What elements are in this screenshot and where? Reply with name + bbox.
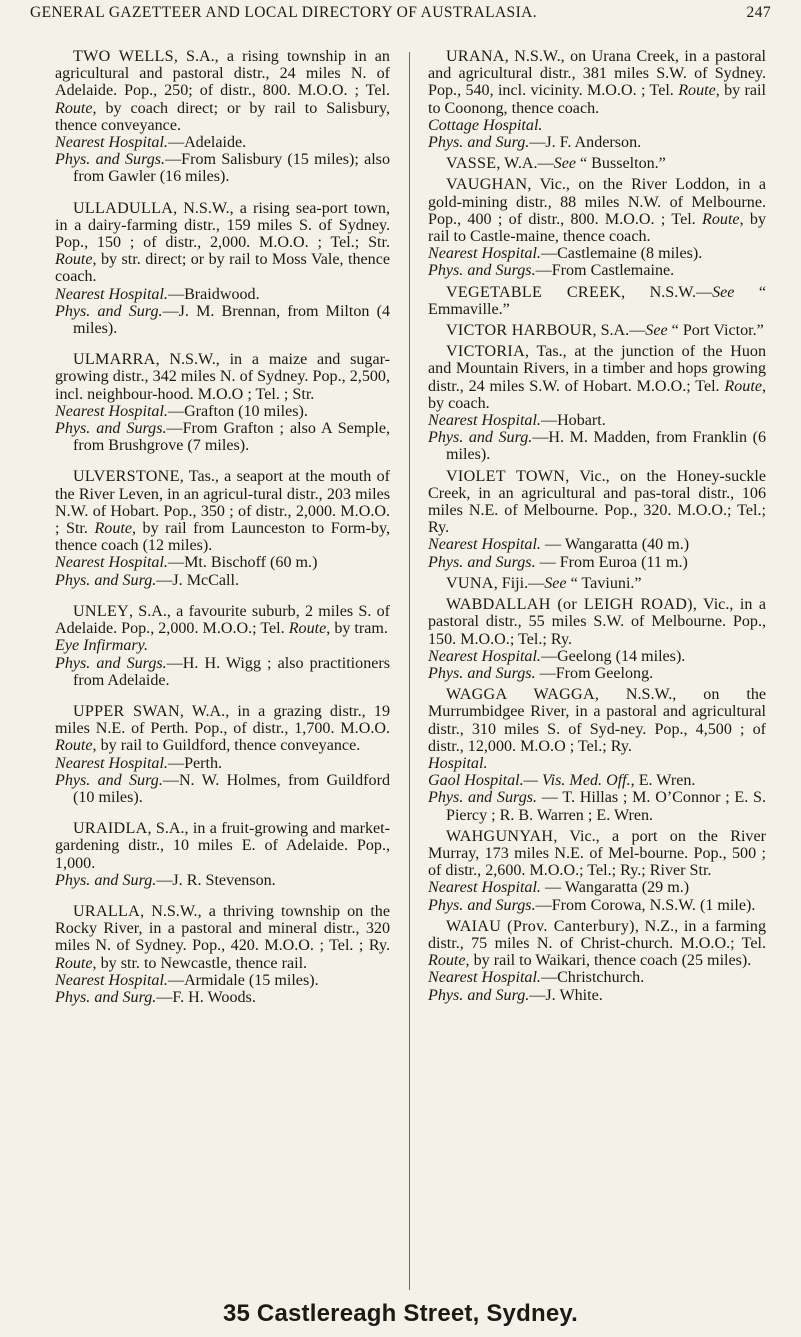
entry-description: , N.S.W., on the Murrumbidgee River, in a pastoral and agricultural distr., 310 miles S. of Syd-ney. Pop., 4,500 ; of distr., 12,000. M.O.O ; Tel.; Ry. [428,686,767,755]
detail-text: — Wangaratta (29 m.) [540,879,690,897]
entry-heading: VIOLET TOWN [446,467,566,485]
entry-description: , W.A., in a grazing distr., 19 miles N.E. of Perth. Pop., of distr., 1,700. M.O.O. [55,702,390,738]
detail-label: Hospital. [428,754,488,772]
detail-label: Phys. and Surg. [55,571,157,589]
entry-detail-line [55,989,390,1006]
entry-description: , Tas., at the junction of the Huon and Mountain Rivers, in a timber and hops growing distr., 24 miles S.W. of Hobart. M.O.O.; Tel. [428,343,766,395]
detail-label: Nearest Hospital. [55,402,168,420]
entry-description: , S.A., in a fruit-growing and market-gardening distr., 10 miles E. of Adelaide. Pop., 1,000. [55,820,390,872]
entry-route-label: Route [724,377,762,395]
entry-route-label: See [712,283,735,301]
entry-description: , Vic., on the River Loddon, in a gold-mining distr., 88 miles N.W. of Melbourne. Pop., 400 ; of distr., 800. M.O.O. ; Tel. [428,176,766,228]
entry-heading: VAUGHAN [446,176,528,194]
entry-route-label: Route [288,620,327,638]
detail-text: — Wangaratta (40 m.) [540,536,690,554]
entry-detail-line [428,262,766,279]
detail-text: —Braidwood. [167,285,260,303]
entry-detail-line [428,117,766,134]
gazetteer-entry [55,468,390,588]
entry-route: , by str. to Newcastle, thence rail. [92,954,308,972]
entry-heading: VASSE [446,155,497,173]
column-rule [409,52,410,1290]
entry-body [428,343,766,412]
entry-detail-line [55,151,390,185]
entry-body [428,48,766,117]
detail-label: Eye Infirmary. [55,637,148,655]
detail-text: —J. McCall. [156,571,240,589]
entry-heading: WAHGUNYAH [446,827,554,845]
entry-route: , by coach direct; or by rail to Salisbury, thence conveyance. [55,99,390,134]
detail-text: , E. Wren. [630,772,696,790]
detail-label: Nearest Hospital. [55,971,168,989]
entry-body [55,48,390,134]
gazetteer-entry [428,155,766,172]
entry-route-label: See [544,574,567,592]
left-column [55,48,390,1020]
gazetteer-entry [428,48,766,151]
detail-label: Phys. and Surg. [55,302,163,320]
entry-heading: ULLADULLA [73,199,174,217]
entry-heading: WAGGA WAGGA [446,686,595,704]
entry-detail-line [55,637,390,654]
footer-address: 35 Castlereagh Street, Sydney. [222,1300,579,1327]
detail-text: — T. Hillas ; M. O’Connor ; E. S. Piercy ; R. B. Warren ; E. Wren. [446,789,766,824]
detail-label: Nearest Hospital. [428,245,541,263]
entry-route-label: See [645,322,668,340]
entry-route: “ Busselton.” [575,155,666,173]
entry-description: , N.S.W., a rising sea-port town, in a dairy-farming distr., 159 miles S. of Sydney. Pop., 150 ; of distr., 2,000. M.O.O. ; Tel.; Str. [55,199,390,252]
detail-label: Gaol Hospital.— Vis. Med. Off. [428,772,631,790]
entry-body [428,828,766,880]
entry-body [428,468,766,537]
entry-route: , by coach. [428,377,766,412]
entry-body [55,703,390,755]
gazetteer-entry [55,703,390,806]
entry-detail-line [55,403,390,420]
gazetteer-entry [428,918,766,1004]
entry-heading: URAIDLA [73,820,148,838]
entry-detail-line [55,303,390,337]
entry-detail-line [55,420,390,454]
header-title: GENERAL GAZETTEER AND LOCAL DIRECTORY OF AUSTRALASIA. [30,4,538,21]
detail-text: —Armidale (15 miles). [167,971,319,989]
detail-label: Phys. and Surg. [428,986,530,1004]
right-column [428,48,766,1008]
detail-label: Nearest Hospital. [428,969,541,987]
entry-body [55,468,390,554]
entry-route-label: Route [55,737,93,755]
entry-body [55,351,390,403]
detail-label: Phys. and Surgs. [428,664,536,682]
entry-heading: VICTOR HARBOUR [446,322,593,340]
entry-description: , Vic., on the Honey-suckle Creek, in an agricultural and pas-toral distr., 106 miles N.E. of Melbourne. Pop., 320. M.O.O.; Tel.; Ry. [428,467,767,537]
entry-description: , Vic., a port on the River Murray, 173 miles N.E. of Mel-bourne. Pop., 500 ; of distr., 2,600. M.O.O.; Tel.; Ry.; River Str. [428,827,766,880]
entry-heading: WAIAU (Prov. Canterbury) [446,917,635,935]
entry-description: , Fiji.— [493,574,545,592]
entry-detail-line [55,134,390,151]
detail-label: Nearest Hospital. [428,536,541,554]
entry-body [428,575,766,592]
entry-heading: VEGETABLE CREEK [446,283,622,301]
entry-heading: VICTORIA [446,343,525,361]
detail-text: —N. W. Holmes, from Guildford (10 miles). [73,771,390,806]
entry-description: , S.A., a rising township in an agricultural and pastoral distr., 24 miles N. of Adelaide. Pop., 250; of distr., 800. M.O.O. ; Tel. [55,48,390,100]
detail-text: —Geelong (14 miles). [540,647,686,665]
entry-description: , N.S.W.— [621,283,713,301]
entry-route: , by rail to Guildford, thence conveyance. [92,737,361,755]
entry-detail-line [428,897,766,914]
entry-heading: WABDALLAH (or LEIGH ROAD) [446,596,693,614]
page-number: 247 [746,4,771,21]
entry-body [428,155,766,172]
entry-heading: ULVERSTONE [73,468,180,486]
detail-label: Phys. and Surg. [428,134,530,152]
entry-body [55,200,390,286]
entry-description: , N.Z., in a farming distr., 75 miles N. of Christ-church. M.O.O.; Tel. [428,917,766,952]
entry-detail-line [428,772,766,789]
entry-detail-line [428,648,766,665]
detail-text: —H. H. Wigg ; also practitioners from Adelaide. [73,654,391,689]
detail-text: —H. M. Madden, from Franklin (6 miles). [446,429,766,464]
entry-body [55,820,390,872]
entry-route-label: Route [428,952,466,970]
entry-detail-line [428,536,766,553]
detail-label: Nearest Hospital. [428,647,541,665]
detail-text: —J. F. Anderson. [529,134,642,152]
entry-heading: UPPER SWAN [73,702,180,720]
entry-detail-line [428,245,766,262]
entry-heading: VUNA [446,574,494,592]
entry-detail-line [428,969,766,986]
entry-detail-line [55,755,390,772]
entry-heading: UNLEY [73,602,130,620]
detail-label: Phys. and Surgs. [55,420,167,438]
entry-description: , Vic., in a pastoral distr., 55 miles S.W. of Melbourne. Pop., 150. M.O.O.; Tel.; Ry. [428,596,766,648]
gazetteer-entry [428,176,766,279]
gazetteer-entry [428,322,766,339]
detail-text: —Castlemaine (8 miles). [540,245,703,263]
gazetteer-entry [55,820,390,889]
entry-body [428,284,766,318]
entry-detail-line [55,972,390,989]
entry-route: , by rail to Waikari, thence coach (25 miles). [465,952,752,970]
entry-description: , W.A.— [496,155,554,173]
detail-text: —Christchurch. [540,969,645,987]
detail-label: Nearest Hospital. [55,554,168,572]
entry-detail-line [428,987,766,1004]
detail-label: Phys. and Surgs. [428,553,536,571]
entry-route-label: See [553,155,576,173]
entry-detail-line [428,789,766,823]
entry-route: “ Emmaville.” [428,283,766,318]
entry-route-label: Route [55,99,93,117]
detail-label: Phys. and Surg. [55,871,157,889]
entry-body [428,596,766,648]
detail-label: Phys. and Surgs. [55,654,167,672]
entry-heading: TWO WELLS [73,48,174,65]
entry-detail-line [55,286,390,303]
running-header [30,4,771,30]
entry-route: , by rail to Coonong, thence coach. [428,82,767,117]
detail-text: —Perth. [167,754,223,772]
detail-text: —J. White. [529,986,603,1004]
detail-text: —From Corowa, N.S.W. (1 mile). [535,896,756,914]
detail-text: —Adelaide. [167,134,247,152]
entry-body [428,686,766,755]
gazetteer-entry [55,200,390,338]
gazetteer-entry [428,343,766,463]
detail-label: Phys. and Surg. [428,429,533,447]
detail-text: —J. M. Brennan, from Milton (4 miles). [73,302,391,338]
gazetteer-entry [55,351,390,454]
detail-label: Phys. and Surgs. [55,151,166,169]
entry-heading: URANA [446,48,505,65]
gazetteer-entry [428,828,766,914]
entry-route: “ Taviuni.” [566,574,642,592]
entry-route-label: Route [94,520,132,538]
detail-text: —From Castlemaine. [535,262,675,280]
entry-detail-line [428,412,766,429]
entry-route: , by rail from Launceston to Form-by, thence coach (12 miles). [55,520,391,555]
gazetteer-entry [428,596,766,682]
entry-description: , N.S.W., in a maize and sugar-growing distr., 342 miles N. of Sydney. Pop., 2,500, incl. neighbour-hood. M.O.O ; Tel. ; Str. [55,351,390,403]
gazetteer-entry [428,575,766,592]
entry-detail-line [428,665,766,682]
entry-detail-line [55,655,390,689]
entry-detail-line [428,755,766,772]
entry-route-label: Route [55,954,93,972]
entry-body [428,322,766,339]
entry-description: , N.S.W., a thriving township on the Rocky River, in a pastoral and mineral distr., 320 miles N. of Sydney. Pop., 420. M.O.O. ; Tel. ; Ry. [55,902,390,955]
detail-label: Phys. and Surg. [55,988,157,1006]
detail-text: —From Salisbury (15 miles); also from Gawler (16 miles). [73,151,390,186]
detail-label: Phys. and Surg. [55,771,163,789]
entry-detail-line [428,134,766,151]
gazetteer-entry [55,603,390,689]
detail-text: —Hobart. [540,412,606,430]
detail-label: Nearest Hospital. [55,285,168,303]
entry-route: , by rail to Castle-maine, thence coach. [428,210,767,246]
gazetteer-entry [55,903,390,1006]
gazetteer-entry [428,686,766,824]
entry-body [428,176,766,245]
entry-description: , S.A., a favourite suburb, 2 miles S. of Adelaide. Pop., 2,000. M.O.O.; Tel. [55,602,390,638]
entry-detail-line [55,772,390,806]
entry-route-label: Route [55,251,93,269]
gazetteer-entry [55,48,390,186]
detail-text: — From Euroa (11 m.) [535,553,688,571]
entry-route-label: Route [678,82,716,100]
detail-text: —Grafton (10 miles). [167,402,308,420]
detail-text: —F. H. Woods. [156,988,256,1006]
detail-label: Phys. and Surgs. [428,789,538,807]
detail-label: Nearest Hospital. [55,134,168,152]
entry-route-label: Route [702,210,740,228]
entry-route: “ Port Victor.” [667,322,764,340]
entry-heading: ULMARRA [73,351,156,369]
gazetteer-entry [428,284,766,318]
detail-label: Phys. and Surgs. [428,896,536,914]
entry-detail-line [428,879,766,896]
detail-text: —J. R. Stevenson. [156,871,276,889]
entry-route: , by tram. [326,620,388,638]
entry-detail-line [428,429,766,463]
detail-label: Nearest Hospital. [428,879,541,897]
detail-text: —From Grafton ; also A Semple, from Brushgrove (7 miles). [73,420,390,455]
entry-description: , Tas., a seaport at the mouth of the River Leven, in an agricul-tural distr., 203 miles N.W. of Hobart. Pop., 350 ; of distr., 2,000. M.O.O. ; Str. [55,468,390,538]
entry-detail-line [55,572,390,589]
entry-detail-line [55,872,390,889]
detail-label: Cottage Hospital. [428,116,543,134]
entry-body [55,603,390,637]
detail-label: Nearest Hospital. [428,412,541,430]
entry-description: , S.A.— [592,322,646,340]
entry-detail-line [428,554,766,571]
detail-text: —Mt. Bischoff (60 m.) [167,554,318,572]
gazetteer-entry [428,468,766,571]
detail-label: Nearest Hospital. [55,754,168,772]
entry-route: , by str. direct; or by rail to Moss Vale, thence coach. [55,251,390,286]
entry-description: , N.S.W., on Urana Creek, in a pastoral and agricultural distr., 381 miles S.W. of Sydney. Pop., 540, incl. vicinity. M.O.O. ; Tel. [428,48,766,100]
entry-heading: URALLA [73,902,141,920]
detail-label: Phys. and Surgs. [428,262,536,280]
entry-detail-line [55,554,390,571]
entry-body [55,903,390,972]
detail-text: —From Geelong. [535,664,654,682]
entry-body [428,918,766,970]
